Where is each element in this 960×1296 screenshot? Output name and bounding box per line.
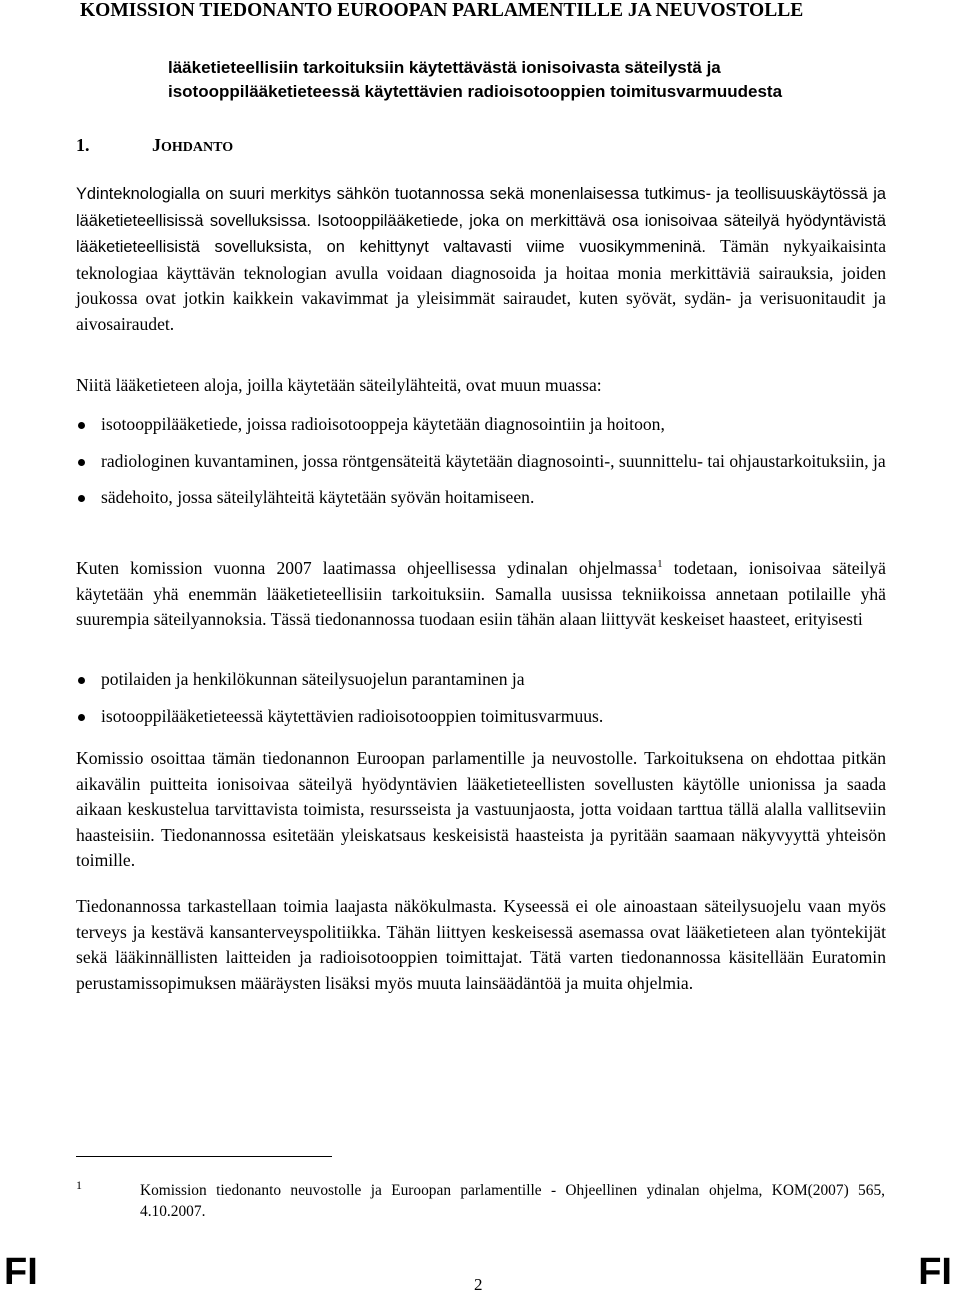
programme-text-end: todetaan, ionisoivaa säteilyä käytetään yhä enemmän lääketieteellisiin tarkoituksiin. Samalla uusissa tekniikoissa annetaan potilaille yhä suurempia säteilyannoksia. Tässä tiedonannossa tuodaan esiin tähän alaan liittyvät keskeiset haasteet, erityisesti <box>76 558 886 630</box>
programme-text-start: Kuten komission vuonna 2007 laatimassa ohjeellisessa ydinalan ohjelmassa <box>76 558 658 578</box>
challenges-list <box>76 667 886 729</box>
list-item: radiologinen kuvantaminen, jossa röntgensäteitä käytetään diagnosointi-, suunnittelu- tai ohjaustarkoituksiin, ja <box>76 449 886 475</box>
paragraph-programme <box>76 556 886 633</box>
footnote-reference[interactable]: 1 <box>657 558 663 570</box>
fields-list <box>76 412 886 511</box>
footnote-marker: 1 <box>76 1178 82 1192</box>
intro-serif-text: Tämän nykyaikaisinta teknologiaa käyttävän teknologian avulla voidaan diagnosoida ja hoitaa monia merkittäviä sairauksia, joiden joukossa ovat jotkin kaikkein vakavimmat ja yleisimmät sairaudet, kuten syövät, sydän- ja verisuonitaudit ja aivosairaudet. <box>76 236 886 334</box>
page-number: 2 <box>474 1275 483 1294</box>
paragraph-fields <box>76 373 886 399</box>
section-title-initial: J <box>152 135 161 155</box>
subtitle-line-1: lääketieteellisiin tarkoituksiin käytettävästä ionisoivasta säteilystä ja <box>168 58 721 77</box>
list-item: potilaiden ja henkilökunnan säteilysuojelun parantaminen ja <box>76 667 886 693</box>
list-item: sädehoito, jossa säteilylähteitä käytetään syövän hoitamiseen. <box>76 485 886 511</box>
paragraph-intro <box>76 181 886 338</box>
footnote-text: Komission tiedonanto neuvostolle ja Euroopan parlamentille - Ohjeellinen ydinalan ohjelma, KOM(2007) 565, 4.10.2007. <box>140 1182 885 1220</box>
section-title-rest: OHDANTO <box>161 140 234 155</box>
footer-language-right: FI <box>918 1251 952 1293</box>
section-heading <box>76 135 233 156</box>
paragraph-purpose <box>76 746 886 874</box>
footnote-separator <box>76 1156 332 1157</box>
list-item: isotooppilääketieteessä käytettävien radioisotooppien toimitusvarmuus. <box>76 704 886 730</box>
scope-text: Tiedonannossa tarkastellaan toimia laajasta näkökulmasta. Kyseessä ei ole ainoastaan säteilysuojelu vaan myös terveys ja kestävä kansanterveyspolitiikka. Tähän liittyen keskeisessä asemassa ovat lääketieteen alan työntekijät sekä lääkinnällisten laitteiden ja radioisotooppien toimittajat. Tätä varten tiedonannossa käsitellään Euratomin perustamissopimuksen määräysten lisäksi myös muuta lainsäädäntöä ja muita ohjelmia. <box>76 896 886 993</box>
paragraph-scope <box>76 894 886 996</box>
document-subtitle <box>168 56 888 104</box>
fields-intro-text: Niitä lääketieteen aloja, joilla käytetään säteilylähteitä, ovat muun muassa: <box>76 375 602 395</box>
footer-language-left: FI <box>4 1251 38 1293</box>
purpose-text: Komissio osoittaa tämän tiedonannon Euroopan parlamentille ja neuvostolle. Tarkoituksena on ehdottaa pitkän aikavälin puitteita ionisoivaa säteilyä hyödyntävien lääketieteellisten sovellusten käytölle unionissa ja saada aikaan keskustelua tarvittavista toimista, resursseista ja vastuunjaosta, jotta voidaan tarttua tällä alalla vallitseviin haasteisiin. Tiedonannossa esitetään yleiskatsaus keskeisistä haasteista ja pyritään saamaan näkyvyyttä yhteisön toimille. <box>76 748 886 871</box>
subtitle-line-2: isotooppilääketieteessä käytettävien radioisotooppien toimitusvarmuudesta <box>168 82 783 101</box>
list-item: isotooppilääketiede, joissa radioisotooppeja käytetään diagnosointiin ja hoitoon, <box>76 412 886 438</box>
document-title: KOMISSION TIEDONANTO EUROOPAN PARLAMENTILLE JA NEUVOSTOLLE <box>80 0 804 21</box>
section-number: 1. <box>76 135 90 155</box>
intro-sans-text: Ydinteknologialla on suuri merkitys sähkön tuotannossa sekä monenlaisessa tutkimus- ja teollisuuskäytössä ja lääketieteellisissä sovelluksissa. Isotooppilääketiede, joka on merkittävä osa ionisoivaa säteilyä hyödyntävistä lääketieteellisistä sovelluksista, on kehittynyt valtavasti viime vuosikymmeninä. <box>76 185 886 257</box>
